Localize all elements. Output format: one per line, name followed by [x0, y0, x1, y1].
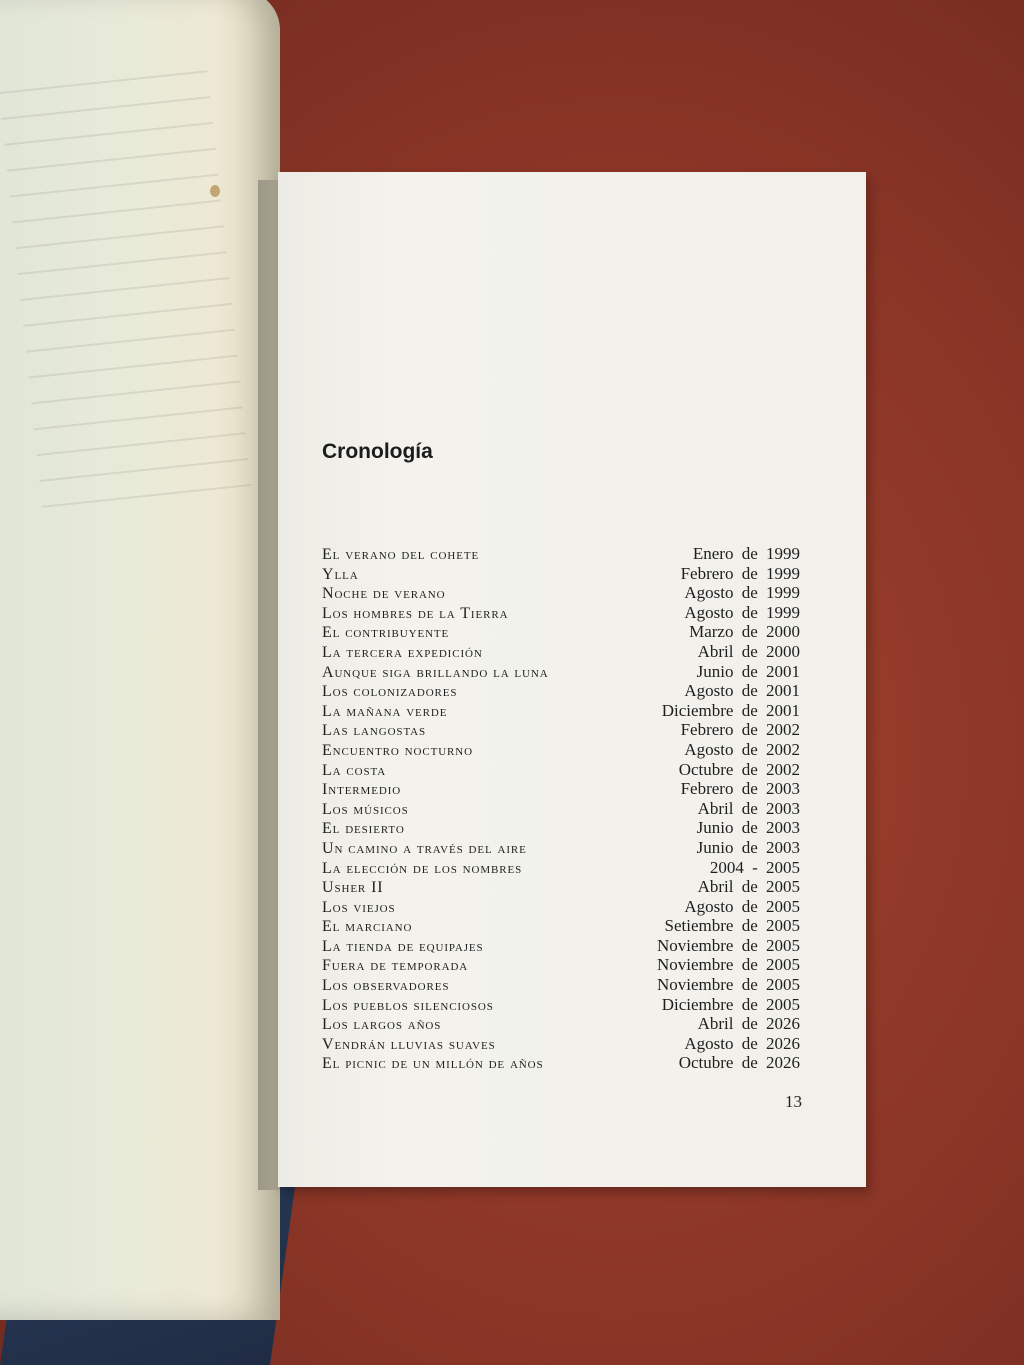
entry-title: Los colonizadores	[322, 683, 458, 701]
entry-date: Octubre de 2026	[678, 1053, 800, 1073]
entry-title: Las langostas	[322, 722, 427, 740]
entry-title: Los músicos	[322, 800, 409, 818]
entry-date: Junio de 2003	[696, 837, 800, 857]
list-item	[322, 760, 800, 780]
list-item	[322, 838, 800, 858]
list-item	[322, 681, 800, 701]
entry-title: El contribuyente	[322, 624, 450, 642]
entry-title: La tercera expedición	[322, 643, 483, 661]
entry-title: Usher II	[322, 879, 384, 897]
entry-date: Agosto de 2001	[684, 681, 800, 701]
list-item	[322, 662, 800, 682]
entry-date: 2004 - 2005	[709, 857, 800, 877]
entry-date: Marzo de 2000	[689, 622, 800, 642]
entry-date: Noviembre de 2005	[656, 935, 800, 955]
list-item	[322, 1053, 800, 1073]
entry-date: Noviembre de 2005	[656, 975, 800, 995]
entry-date: Junio de 2003	[696, 818, 800, 838]
entry-date: Agosto de 2026	[684, 1033, 800, 1053]
list-item	[322, 818, 800, 838]
entry-title: Los largos años	[322, 1016, 442, 1034]
chronology-list	[322, 544, 800, 1073]
list-item	[322, 975, 800, 995]
entry-date: Setiembre de 2005	[664, 916, 800, 936]
entry-date: Agosto de 1999	[684, 602, 800, 622]
entry-date: Agosto de 2002	[684, 739, 800, 759]
list-item	[322, 544, 800, 564]
list-item	[322, 897, 800, 917]
list-item	[322, 916, 800, 936]
list-item	[322, 858, 800, 878]
entry-date: Agosto de 2005	[684, 896, 800, 916]
entry-date: Febrero de 2002	[680, 720, 800, 740]
list-item	[322, 701, 800, 721]
page-stain	[210, 185, 220, 197]
entry-title: La elección de los nombres	[322, 859, 523, 877]
entry-title: Ylla	[322, 565, 359, 583]
entry-date: Diciembre de 2001	[661, 700, 800, 720]
entry-title: La tienda de equipajes	[322, 937, 484, 955]
entry-title: Fuera de temporada	[322, 957, 469, 975]
entry-title: El marciano	[322, 918, 413, 936]
show-through-text	[0, 70, 251, 510]
entry-title: Los hombres de la Tierra	[322, 604, 509, 622]
entry-date: Diciembre de 2005	[661, 994, 800, 1014]
list-item	[322, 877, 800, 897]
list-item	[322, 995, 800, 1015]
entry-title: Los pueblos silenciosos	[322, 996, 494, 1014]
entry-title: El desierto	[322, 820, 405, 838]
list-item	[322, 1014, 800, 1034]
list-item	[322, 642, 800, 662]
entry-date: Agosto de 1999	[684, 583, 800, 603]
entry-date: Junio de 2001	[696, 661, 800, 681]
entry-date: Abril de 2026	[697, 1014, 800, 1034]
entry-date: Febrero de 1999	[680, 563, 800, 583]
list-item	[322, 1034, 800, 1054]
list-item	[322, 583, 800, 603]
entry-title: El verano del cohete	[322, 546, 480, 563]
entry-title: Intermedio	[322, 781, 402, 799]
entry-title: Noche de verano	[322, 585, 446, 603]
entry-date: Noviembre de 2005	[656, 955, 800, 975]
entry-title: Vendrán lluvias suaves	[322, 1035, 496, 1053]
entry-date: Abril de 2000	[697, 641, 800, 661]
list-item	[322, 799, 800, 819]
entry-title: Los observadores	[322, 977, 450, 995]
list-item	[322, 936, 800, 956]
list-item	[322, 622, 800, 642]
page-title: Cronología	[322, 440, 433, 463]
list-item	[322, 720, 800, 740]
list-item	[322, 603, 800, 623]
list-item	[322, 955, 800, 975]
entry-title: El picnic de un millón de años	[322, 1055, 544, 1073]
left-page	[0, 0, 280, 1320]
entry-date: Octubre de 2002	[678, 759, 800, 779]
entry-title: Los viejos	[322, 898, 396, 916]
entry-title: La costa	[322, 761, 387, 779]
entry-title: Un camino a través del aire	[322, 839, 527, 857]
entry-title: Aunque siga brillando la luna	[322, 663, 549, 681]
list-item	[322, 779, 800, 799]
entry-date: Abril de 2005	[697, 877, 800, 897]
entry-date: Enero de 1999	[692, 544, 800, 563]
page-number: 13	[785, 1092, 802, 1111]
entry-title: Encuentro nocturno	[322, 741, 473, 759]
list-item	[322, 740, 800, 760]
entry-date: Abril de 2003	[697, 798, 800, 818]
entry-title: La mañana verde	[322, 702, 448, 720]
entry-date: Febrero de 2003	[680, 779, 800, 799]
list-item	[322, 564, 800, 584]
right-page	[278, 172, 866, 1187]
